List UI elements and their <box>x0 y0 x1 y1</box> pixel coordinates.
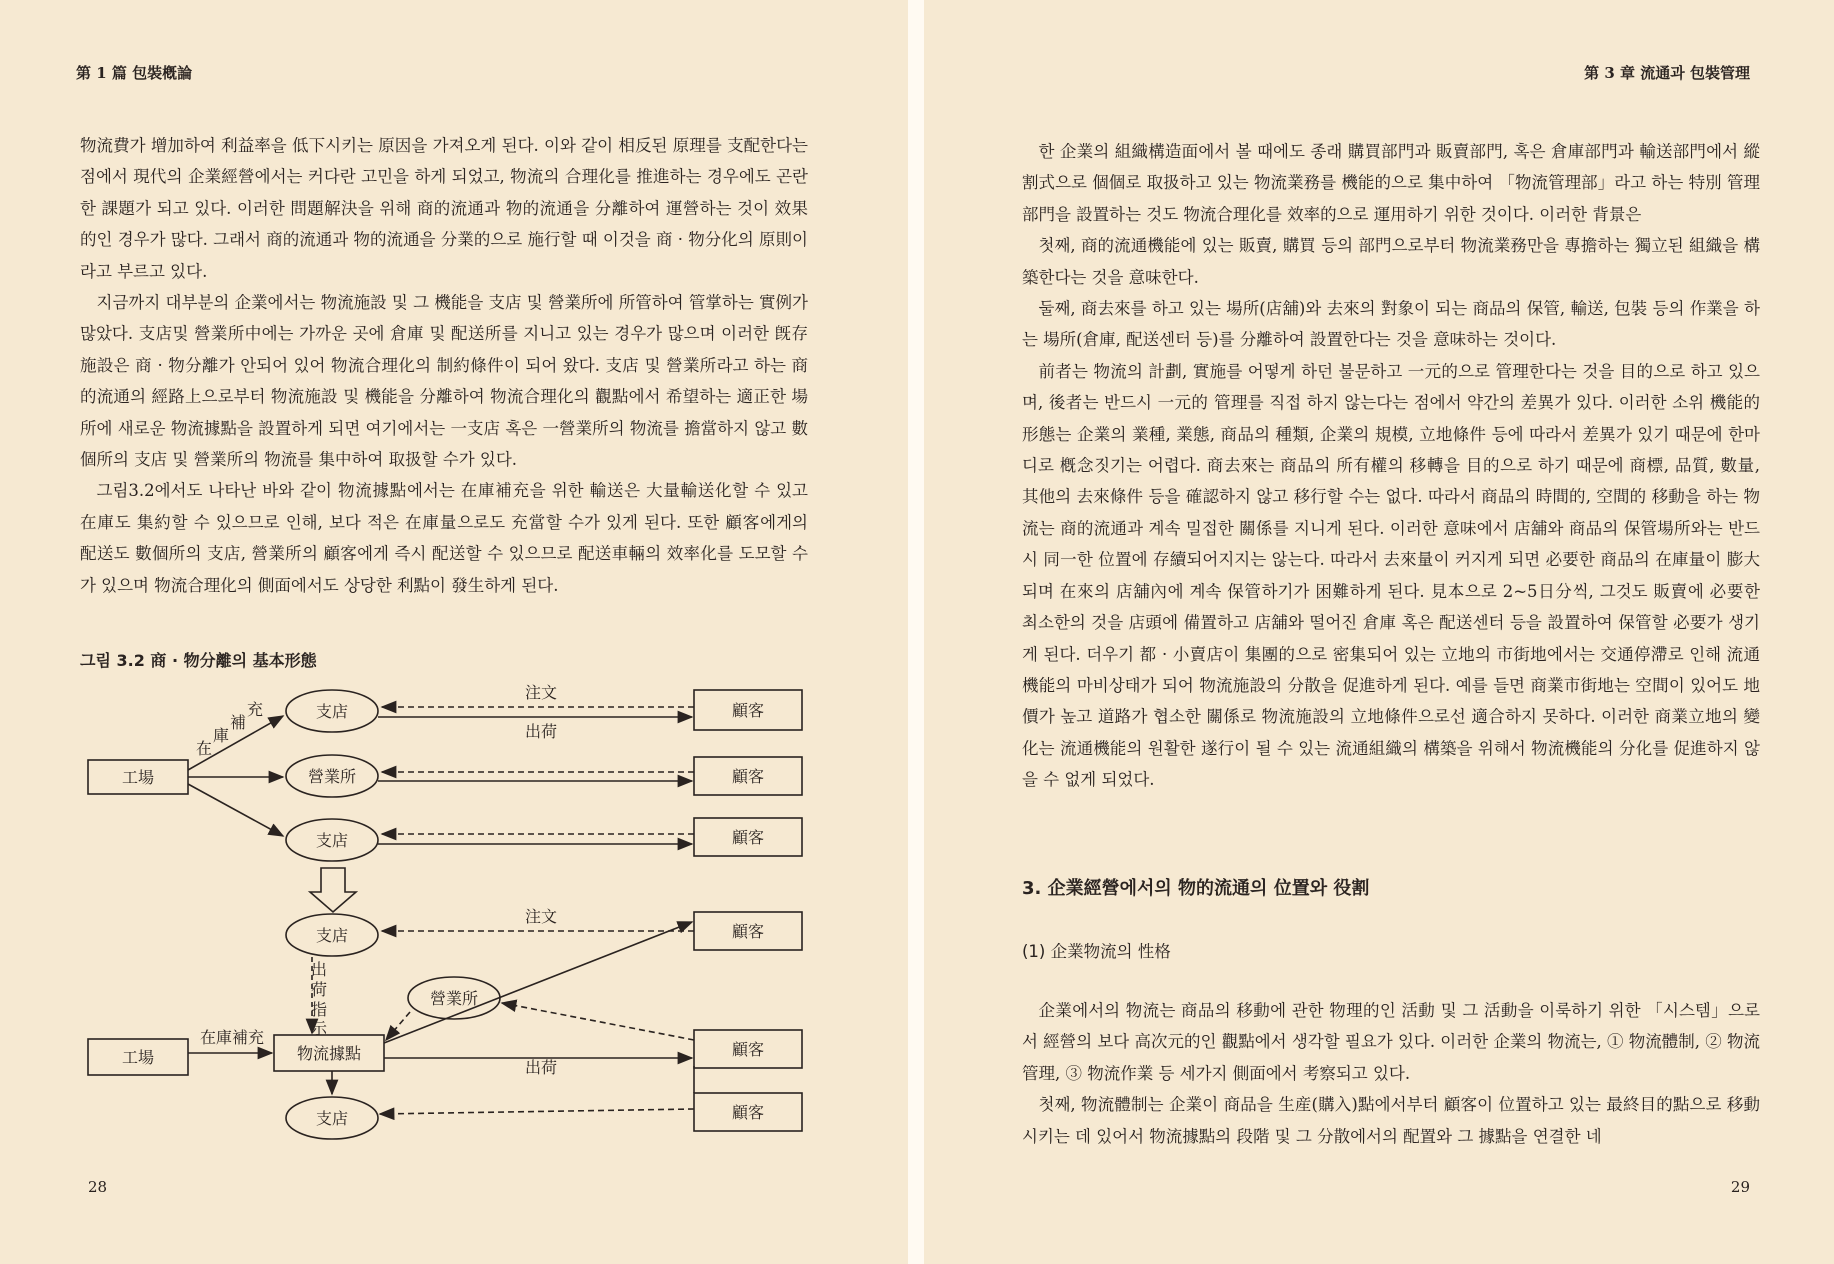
paragraph: 物流費가 增加하여 利益率을 低下시키는 原因을 가져오게 된다. 이와 같이 相反된 原理를 支配한다는 점에서 現代의 企業經營에서는 커다란 고민을 하게 되었고, 物流의 合理化를 推進하는 경우에도 곤란한 課題가 되고 있다. 이러한 問題解決을 위해 商的流通과 物的流通을 分離하여 運營하는 것이 效果的인 경우가 많다. 그래서 商的流通과 物的流通을 分業的으로 施行할 때 이것을 商 · 物分化의 原則이라고 부르고 있다. <box>80 136 808 281</box>
paragraph: 그림3.2에서도 나타난 바와 같이 物流據點에서는 在庫補充을 위한 輸送은 大量輸送化할 수 있고 在庫도 集約할 수 있으므로 인해, 보다 적은 在庫量으로도 充當할 수가 있게 된다. 또한 顧客에게의 配送도 數個所의 支店, 營業所의 顧客에게 즉시 配送할 수 있으므로 配送車輛의 效率化를 도모할 수가 있으며 物流合理化의 側面에서도 상당한 利點이 發生하게 된다. <box>80 481 808 595</box>
left-body-text <box>80 130 808 601</box>
branch-node <box>286 1097 378 1139</box>
restock-arrow <box>188 716 283 770</box>
right-body-text-2 <box>1022 995 1760 1152</box>
ship-instruction-char: 荷 <box>310 980 328 999</box>
branch-node <box>286 690 378 732</box>
factory-label: 工場 <box>121 1048 155 1067</box>
paragraph: 첫째, 物流體制는 企業이 商品을 生産(購入)點에서부터 顧客이 位置하고 있는 最終目的點으로 移動시키는 데 있어서 物流據點의 段階 및 그 分散에서의 配置와 그 據點을 연결한 네 <box>1022 1095 1760 1146</box>
section-heading: 3. 企業經營에서의 物的流通의 位置와 役割 <box>1022 878 1370 899</box>
sales-office-label: 營業所 <box>307 767 357 786</box>
book-gutter <box>908 0 924 1264</box>
logistics-base-box <box>274 1035 384 1071</box>
sales-office-label: 營業所 <box>429 989 479 1008</box>
branch-label: 支店 <box>315 702 349 721</box>
restock-arrow <box>188 784 283 836</box>
restock-char: 庫 <box>213 726 230 745</box>
paragraph: 한 企業의 組織構造面에서 볼 때에도 종래 購買部門과 販賣部門, 혹은 倉庫部門과 輸送部門에서 縱割式으로 個個로 取扱하고 있는 物流業務를 機能的으로 集中하여 「物流管理部」라고 하는 特別 管理部門을 設置하는 것도 物流合理化를 效率的으로 運用하기 위한 것이다. 이러한 背景은 <box>1022 142 1760 224</box>
customer-label: 顧客 <box>731 1103 765 1122</box>
right-page <box>924 0 1834 1264</box>
paragraph: 前者는 物流의 計劃, 實施를 어떻게 하던 불문하고 一元的으로 管理한다는 것을 目的으로 하고 있으며, 後者는 반드시 一元的 管理를 직접 하지 않는다는 점에서 약간의 差異가 있다. 이러한 소위 機能的 形態는 企業의 業種, 業態, 商品의 種類, 企業의 規模, 立地條件 등에 따라서 差異가 있기 때문에 한마디로 槪念짓기는 어렵다. 商去來는 商品의 所有權의 移轉을 目的으로 하기 때문에 商標, 品質, 數量, 其他의 去來條件 등을 確認하지 않고 移行할 수는 없다. 따라서 商品의 時間的, 空間的 移動을 하는 物流는 商的流通과 계속 밀접한 關係를 지니게 된다. 이러한 意味에서 店舖와 商品의 保管場所와는 반드시 同一한 位置에 存續되어지지는 않는다. 따라서 去來量이 커지게 되면 必要한 商品의 在庫量이 膨大되며 在來의 店舖內에 계속 保管하기가 困難하게 된다. 見本으로 2~5日分씩, 그것도 販賣에 必要한 최소한의 것을 店頭에 備置하고 店舖와 떨어진 倉庫 혹은 配送센터 등을 設置하여 保管할 必要가 생기게 된다. 더우기 都 · 小賣店이 集團的으로 密集되어 있는 立地의 市街地에서는 交通停滯로 인해 流通機能의 마비상태가 되어 物流施設의 分散을 促進하게 된다. 예를 들면 商業市街地는 空間이 있어도 地價가 높고 道路가 협소한 關係로 物流施設의 立地條件으로선 適合하지 못하다. 이러한 商業立地의 變化는 流通機能의 원활한 遂行이 될 수 있는 流通組織의 構築을 위해서 物流機能의 分化를 促進하지 않을 수 없게 되었다. <box>1022 361 1760 790</box>
sales-office-node <box>286 755 378 797</box>
branch-label: 支店 <box>315 926 349 945</box>
paragraph: 첫째, 商的流通機能에 있는 販賣, 購買 등의 部門으로부터 物流業務만을 專擔하는 獨立된 組織을 構築한다는 것을 意味한다. <box>1022 236 1760 287</box>
right-body-text <box>1022 136 1760 796</box>
factory-label: 工場 <box>121 768 155 787</box>
logistics-base-label: 物流據點 <box>296 1044 362 1063</box>
paragraph: 企業에서의 物流는 商品의 移動에 관한 物理的인 活動 및 그 活動을 이룩하기 위한 「시스템」으로서 經營의 보다 高次元的인 觀點에서 생각할 필요가 있다. 이러한 企業의 物流는, ① 物流體制, ② 物流管理, ③ 物流作業 등 세가지 側面에서 考察되고 있다. <box>1022 1001 1760 1083</box>
customer-box <box>694 912 802 950</box>
factory-box <box>88 760 188 794</box>
order-label: 注文 <box>524 683 558 702</box>
branch-label: 支店 <box>315 1109 349 1128</box>
page-number-right: 29 <box>1730 1178 1750 1196</box>
customer-label: 顧客 <box>731 1040 765 1059</box>
ship-instruction-char: 指 <box>310 1000 328 1019</box>
shipment-label: 出荷 <box>524 722 558 741</box>
restock-label: 在庫補充 <box>199 1028 265 1047</box>
page-number-left: 28 <box>88 1178 108 1196</box>
ship-instruction-char: 出 <box>310 960 328 979</box>
branch-node <box>286 819 378 861</box>
restock-char: 充 <box>247 700 264 719</box>
customer-label: 顧客 <box>731 767 765 786</box>
running-head-right: 第 3 章 流通과 包裝管理 <box>1584 64 1750 82</box>
customer-box <box>694 1093 802 1131</box>
figure-caption: 그림 3.2 商 · 物分離의 基本形態 <box>80 651 317 670</box>
customer-label: 顧客 <box>731 701 765 720</box>
customer-box <box>694 757 802 795</box>
paragraph: 지금까지 대부분의 企業에서는 物流施設 및 그 機能을 支店 및 營業所에 所管하여 管掌하는 實例가 많았다. 支店및 營業所中에는 가까운 곳에 倉庫 및 配送所를 지니고 있는 경우가 많으며 이러한 旣存施設은 商 · 物分離가 안되어 있어 物流合理化의 制約條件이 되어 왔다. 支店 및 營業所라고 하는 商的流通의 經路上으로부터 物流施設 및 機能을 分離하여 物流合理化의 觀點에서 希望하는 適正한 場所에 새로운 物流據點을 設置하게 되면 여기에서는 一支店 혹은 一營業所의 物流를 擔當하지 않고 數個所의 支店 및 營業所의 物流를 集中하여 取扱할 수가 있다. <box>80 293 808 470</box>
transition-arrow <box>310 868 356 912</box>
subsection-heading: (1) 企業物流의 性格 <box>1022 942 1171 961</box>
branch-node <box>286 914 378 956</box>
customer-box <box>694 1030 802 1068</box>
paragraph: 둘째, 商去來를 하고 있는 場所(店舖)와 去來의 對象이 되는 商品의 保管, 輸送, 包裝 등의 作業을 하는 場所(倉庫, 配送센터 등)를 分離하여 設置한다는 것을 意味하는 것이다. <box>1022 299 1760 350</box>
left-page <box>0 0 908 1264</box>
sales-office-node <box>408 977 500 1019</box>
shipment-label: 出荷 <box>524 1058 558 1077</box>
customer-box <box>694 818 802 856</box>
customer-label: 顧客 <box>731 922 765 941</box>
branch-label: 支店 <box>315 831 349 850</box>
order-label: 注文 <box>524 907 558 926</box>
customer-label: 顧客 <box>731 828 765 847</box>
restock-char: 補 <box>230 713 247 732</box>
ship-instruction-char: 示 <box>310 1019 328 1038</box>
factory-box <box>88 1039 188 1075</box>
customer-box <box>694 690 802 730</box>
running-head-left: 第 1 篇 包裝槪論 <box>76 64 193 82</box>
restock-char: 在 <box>196 739 213 758</box>
